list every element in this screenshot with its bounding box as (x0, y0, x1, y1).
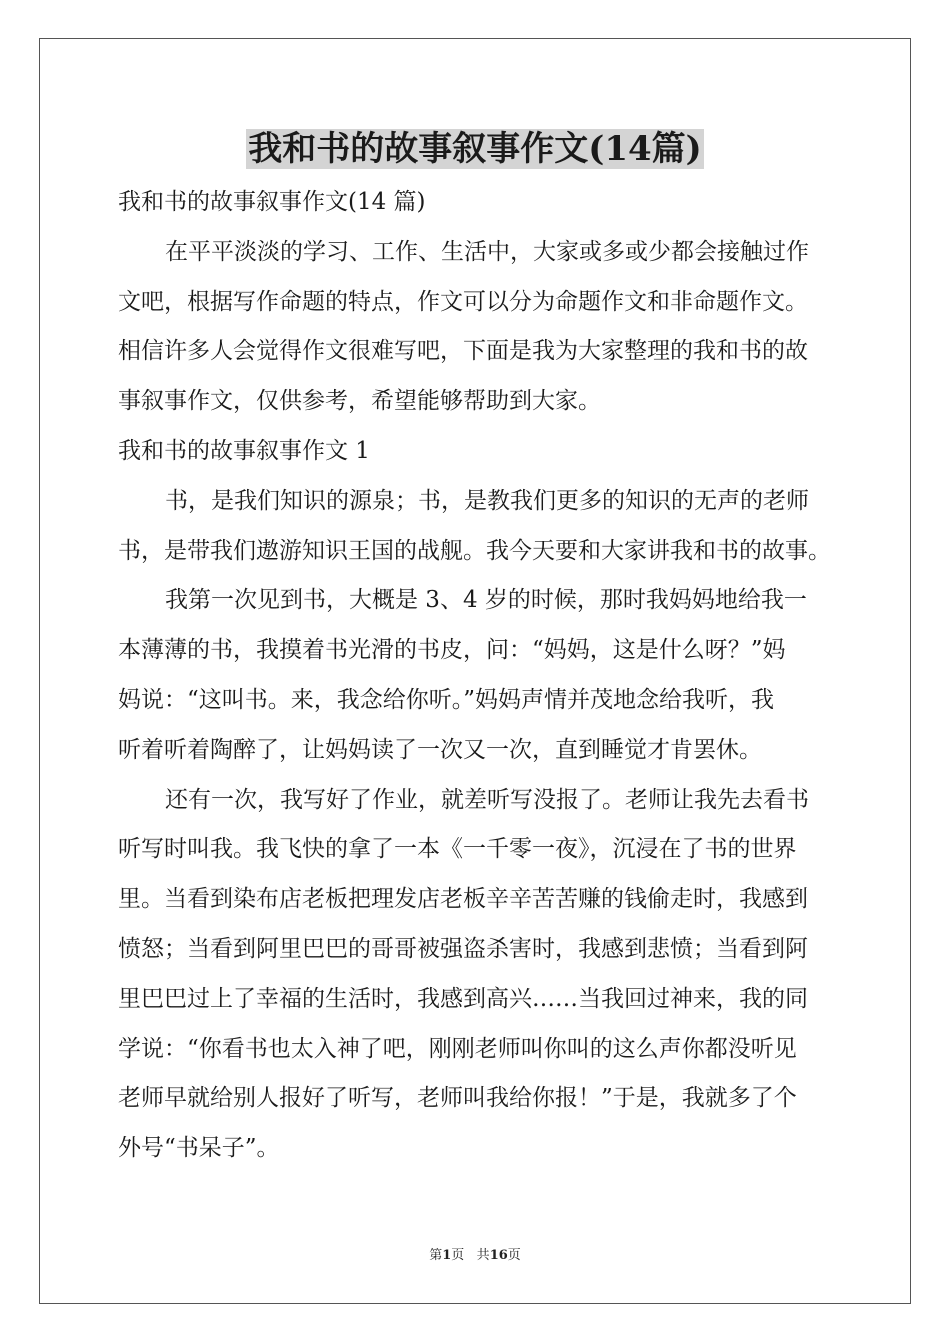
footer-prefix: 第 (429, 1248, 443, 1263)
text-line: 老师早就给别人报好了听写，老师叫我给你报！”于是，我就多了个 (118, 1085, 797, 1112)
text-line: 听着听着陶醉了，让妈妈读了一次又一次，直到睡觉才肯罢休。 (118, 736, 762, 763)
text-line: 在平平淡淡的学习、工作、生活中，大家或多或少都会接触过作 (165, 238, 809, 265)
document-title-text: 我和书的故事叙事作文(14篇) (248, 129, 702, 169)
document-title (0, 127, 950, 171)
text-line: 外号“书呆子”。 (118, 1135, 280, 1162)
document-body (118, 178, 836, 1174)
text-line: 里。当看到染布店老板把理发店老板辛辛苦苦赚的钱偷走时，我感到 (118, 886, 808, 913)
text-line: 书，是我们知识的源泉；书，是教我们更多的知识的无声的老师 (165, 487, 809, 514)
text-line: 还有一次，我写好了作业，就差听写没报了。老师让我先去看书 (165, 786, 809, 813)
text-line: 学说：“你看书也太入神了吧，刚刚老师叫你叫的这么声你都没听见 (118, 1035, 797, 1062)
text-line: 我和书的故事叙事作文(14 篇) (118, 189, 426, 215)
text-line: 里巴巴过上了幸福的生活时，我感到高兴……当我回过神来，我的同 (118, 985, 808, 1012)
text-line: 愤怒；当看到阿里巴巴的哥哥被强盗杀害时，我感到悲愤；当看到阿 (118, 935, 808, 962)
text-line: 我和书的故事叙事作文 1 (118, 437, 370, 464)
footer-total-label: 页 (507, 1248, 521, 1263)
footer-page-label: 页 (451, 1248, 465, 1263)
text-line: 书，是带我们遨游知识王国的战舰。我今天要和大家讲我和书的故事。 (118, 537, 831, 564)
text-line: 事叙事作文，仅供参考，希望能够帮助到大家。 (118, 388, 601, 415)
footer-total-prefix: 共 (476, 1248, 490, 1263)
text-line: 相信许多人会觉得作文很难写吧，下面是我为大家整理的我和书的故 (118, 338, 808, 365)
footer-page-current: 1 (442, 1248, 452, 1263)
footer-page-total: 16 (489, 1248, 508, 1263)
text-line: 文吧，根据写作命题的特点，作文可以分为命题作文和非命题作文。 (118, 288, 808, 315)
page-footer (0, 1247, 950, 1265)
text-line: 听写时叫我。我飞快的拿了一本《一千零一夜》，沉浸在了书的世界 (118, 836, 797, 863)
text-line: 本薄薄的书，我摸着书光滑的书皮，问：“妈妈，这是什么呀？”妈 (118, 637, 786, 664)
text-line: 我第一次见到书，大概是 3、4 岁的时候，那时我妈妈地给我一 (165, 587, 807, 614)
text-line: 妈说：“这叫书。来，我念给你听。”妈妈声情并茂地念给我听，我 (118, 686, 775, 713)
